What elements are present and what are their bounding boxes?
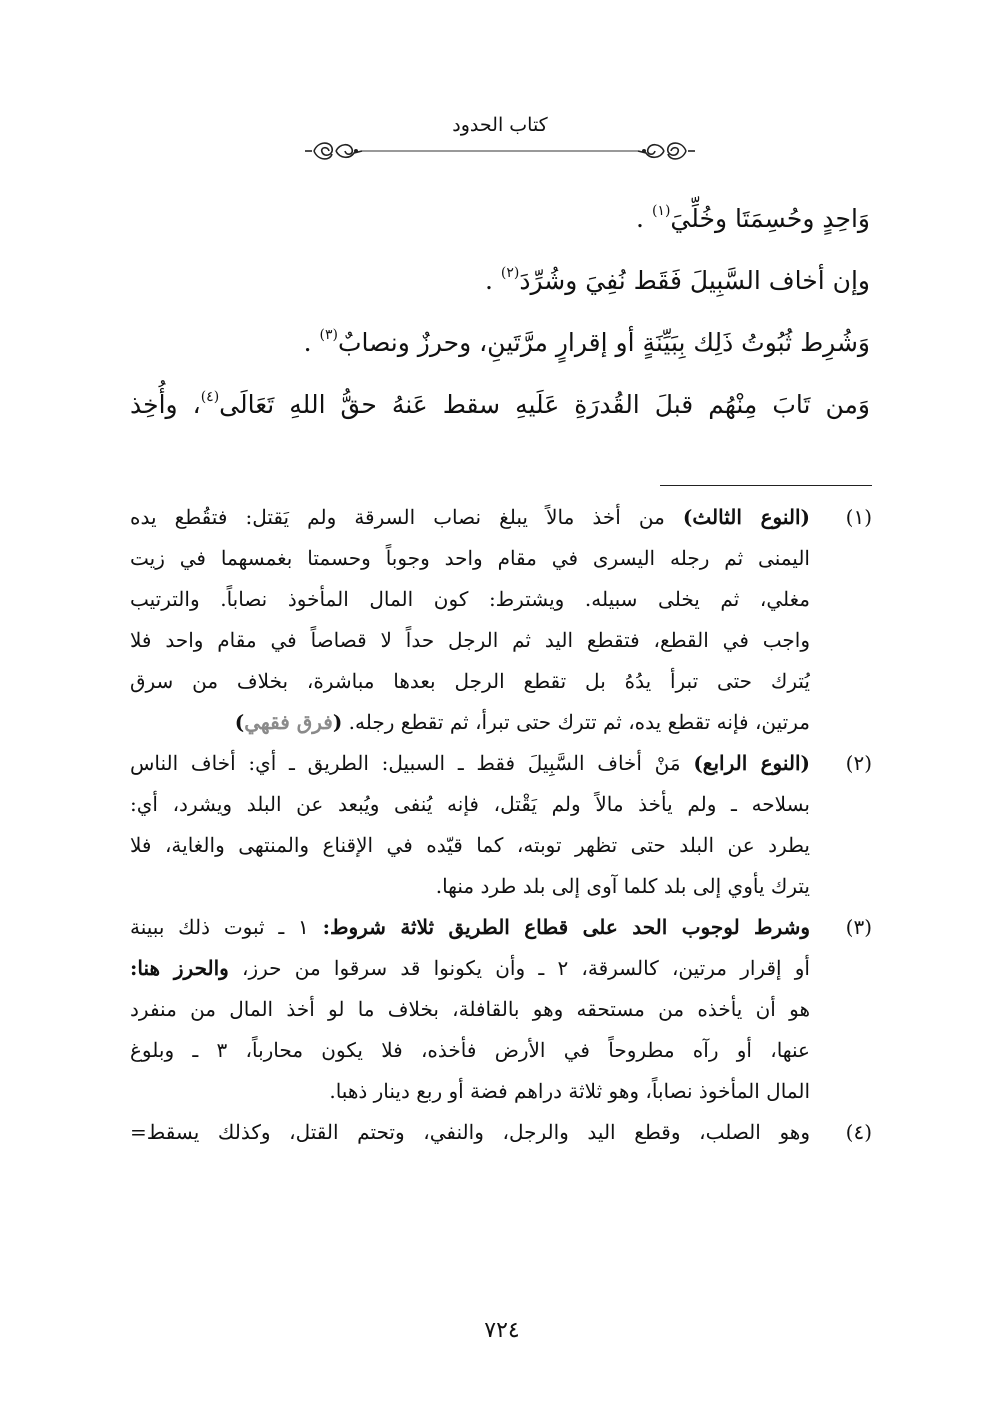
main-text-line bbox=[130, 188, 870, 250]
badge-paren: ( bbox=[332, 710, 343, 734]
footnote-text: مَنْ أخاف السَّبِيلَ فقط ـ السبيل: الطريق ـ أي: أخاف الناس bbox=[130, 751, 694, 775]
main-line-text: وإن أخاف السَّبِيلَ فَقَط نُفِيَ وشُرِّدَ bbox=[519, 266, 870, 295]
footnote bbox=[130, 1112, 872, 1153]
header-title: كتاب الحدود bbox=[452, 114, 548, 136]
footnote-line: المال المأخوذ نصاباً، وهو ثلاثة دراهم فضة أو ربع دينار ذهبا. bbox=[329, 1079, 810, 1103]
main-text-line bbox=[130, 250, 870, 312]
footnote-heading: (النوع الثالث) bbox=[682, 505, 810, 529]
footnote-ref: (٢) bbox=[500, 265, 520, 281]
header-ornament-icon bbox=[300, 136, 700, 166]
footnote-line: مغلي، ثم يخلى سبيله. ويشترط: كون المال المأخوذ نصاباً. والترتيب bbox=[130, 587, 810, 611]
badge-paren: ) bbox=[234, 710, 245, 734]
footnote-line: وهو الصلب، وقطع اليد والرجل، والنفي، وتحتم القتل، وكذلك يسقط= bbox=[130, 1120, 810, 1144]
footnote-heading: (النوع الرابع) bbox=[693, 751, 810, 775]
running-header bbox=[300, 112, 700, 168]
page-number: ٧٢٤ bbox=[484, 1318, 520, 1343]
footnote-ref: (٣) bbox=[319, 327, 338, 343]
main-line-tail: . bbox=[303, 328, 320, 357]
main-line-text: وَاحِدٍ وحُسِمَتَا وخُلِّيَ bbox=[670, 204, 870, 233]
footnote-line bbox=[130, 497, 810, 538]
footnote-line: عنها، أو رآه مطروحاً في الأرض فأخذه، فلا يكون محارباً، ٣ ـ وبلوغ bbox=[130, 1038, 810, 1062]
main-text-line bbox=[130, 374, 870, 436]
footnote-line bbox=[130, 743, 810, 784]
footnote-text: أو إقرار مرتين، كالسرقة، ٢ ـ وأن يكونوا قد سرقوا من حرز، bbox=[228, 956, 810, 980]
main-line-text: وَمن تَابَ مِنْهُم قبلَ القُدرَةِ عَلَيهِ سقط عَنهُ حقُّ اللهِ تَعَالَى bbox=[219, 390, 870, 419]
fiqh-difference-badge: فرق فقهي bbox=[244, 710, 333, 734]
footnote-number: (٤) bbox=[845, 1120, 872, 1144]
main-line-tail: . bbox=[484, 266, 501, 295]
footnote-line: يُترك حتى تبرأ يدُهُ بل تقطع الرجل بعدها مباشرة، بخلاف من سرق bbox=[130, 669, 810, 693]
footnote-ref: (١) bbox=[651, 203, 671, 219]
footnote-line bbox=[130, 702, 810, 743]
footnote-text: ١ ـ ثبوت ذلك ببينة bbox=[130, 915, 323, 939]
main-line-tail: . bbox=[636, 204, 652, 233]
footnote-line: بسلاحه ـ ولم يأخذ مالاً ولم يَقْتل، فإنه يُنفى ويُبعد عن البلد ويشرد، أي: bbox=[130, 792, 810, 816]
footnotes bbox=[130, 497, 872, 1153]
footnote-line: واجب في القطع، فتقطع اليد ثم الرجل حداً لا قصاصاً في مقام واحد فلا bbox=[130, 628, 810, 652]
main-text bbox=[130, 188, 870, 436]
footnote-number: (٣) bbox=[845, 915, 872, 939]
footnote-number: (١) bbox=[845, 505, 872, 529]
footnote-ref: (٤) bbox=[200, 389, 220, 405]
main-line-text: وَشُرِط ثُبُوتُ ذَلِك بِبَيِّنَةٍ أو إقرارٍ مرَّتَينِ، وحرزٌ ونصابٌ bbox=[337, 328, 870, 357]
footnote-separator bbox=[660, 485, 872, 486]
footnote-number: (٢) bbox=[845, 751, 872, 775]
footnote bbox=[130, 497, 872, 743]
footnote-text: من أخذ مالاً يبلغ نصاب السرقة ولم يَقتل: فتقُطع يده bbox=[130, 505, 683, 529]
footnote-line: هو أن يأخذه من مستحقه وهو بالقافلة، بخلاف ما لو أخذ المال من منفرد bbox=[130, 997, 810, 1021]
footnote-line: اليمنى ثم رجله اليسرى في مقام واحد وجوباً وحسمتا بغمسهما في زيت bbox=[130, 546, 810, 570]
footnote-line bbox=[130, 907, 810, 948]
footnote bbox=[130, 743, 872, 907]
footnote-line bbox=[130, 948, 810, 989]
footnote bbox=[130, 907, 872, 1112]
footnote-emphasis: والحرز هنا: bbox=[130, 956, 229, 980]
main-line-tail: ، وأُخِذ bbox=[130, 390, 201, 419]
footnote-heading: وشرط لوجوب الحد على قطاع الطريق ثلاثة شروط: bbox=[322, 915, 810, 939]
main-text-line bbox=[130, 312, 870, 374]
footnote-line: يترك يأوي إلى بلد كلما آوى إلى بلد طرد منها. bbox=[435, 874, 810, 898]
footnote-text: مرتين، فإنه تقطع يده، ثم تترك حتى تبرأ، ثم تقطع رجله. bbox=[342, 710, 810, 734]
footnote-line: يطرد عن البلد حتى تظهر توبته، كما قيّده في الإقناع والمنتهى والغاية، فلا bbox=[130, 833, 810, 857]
